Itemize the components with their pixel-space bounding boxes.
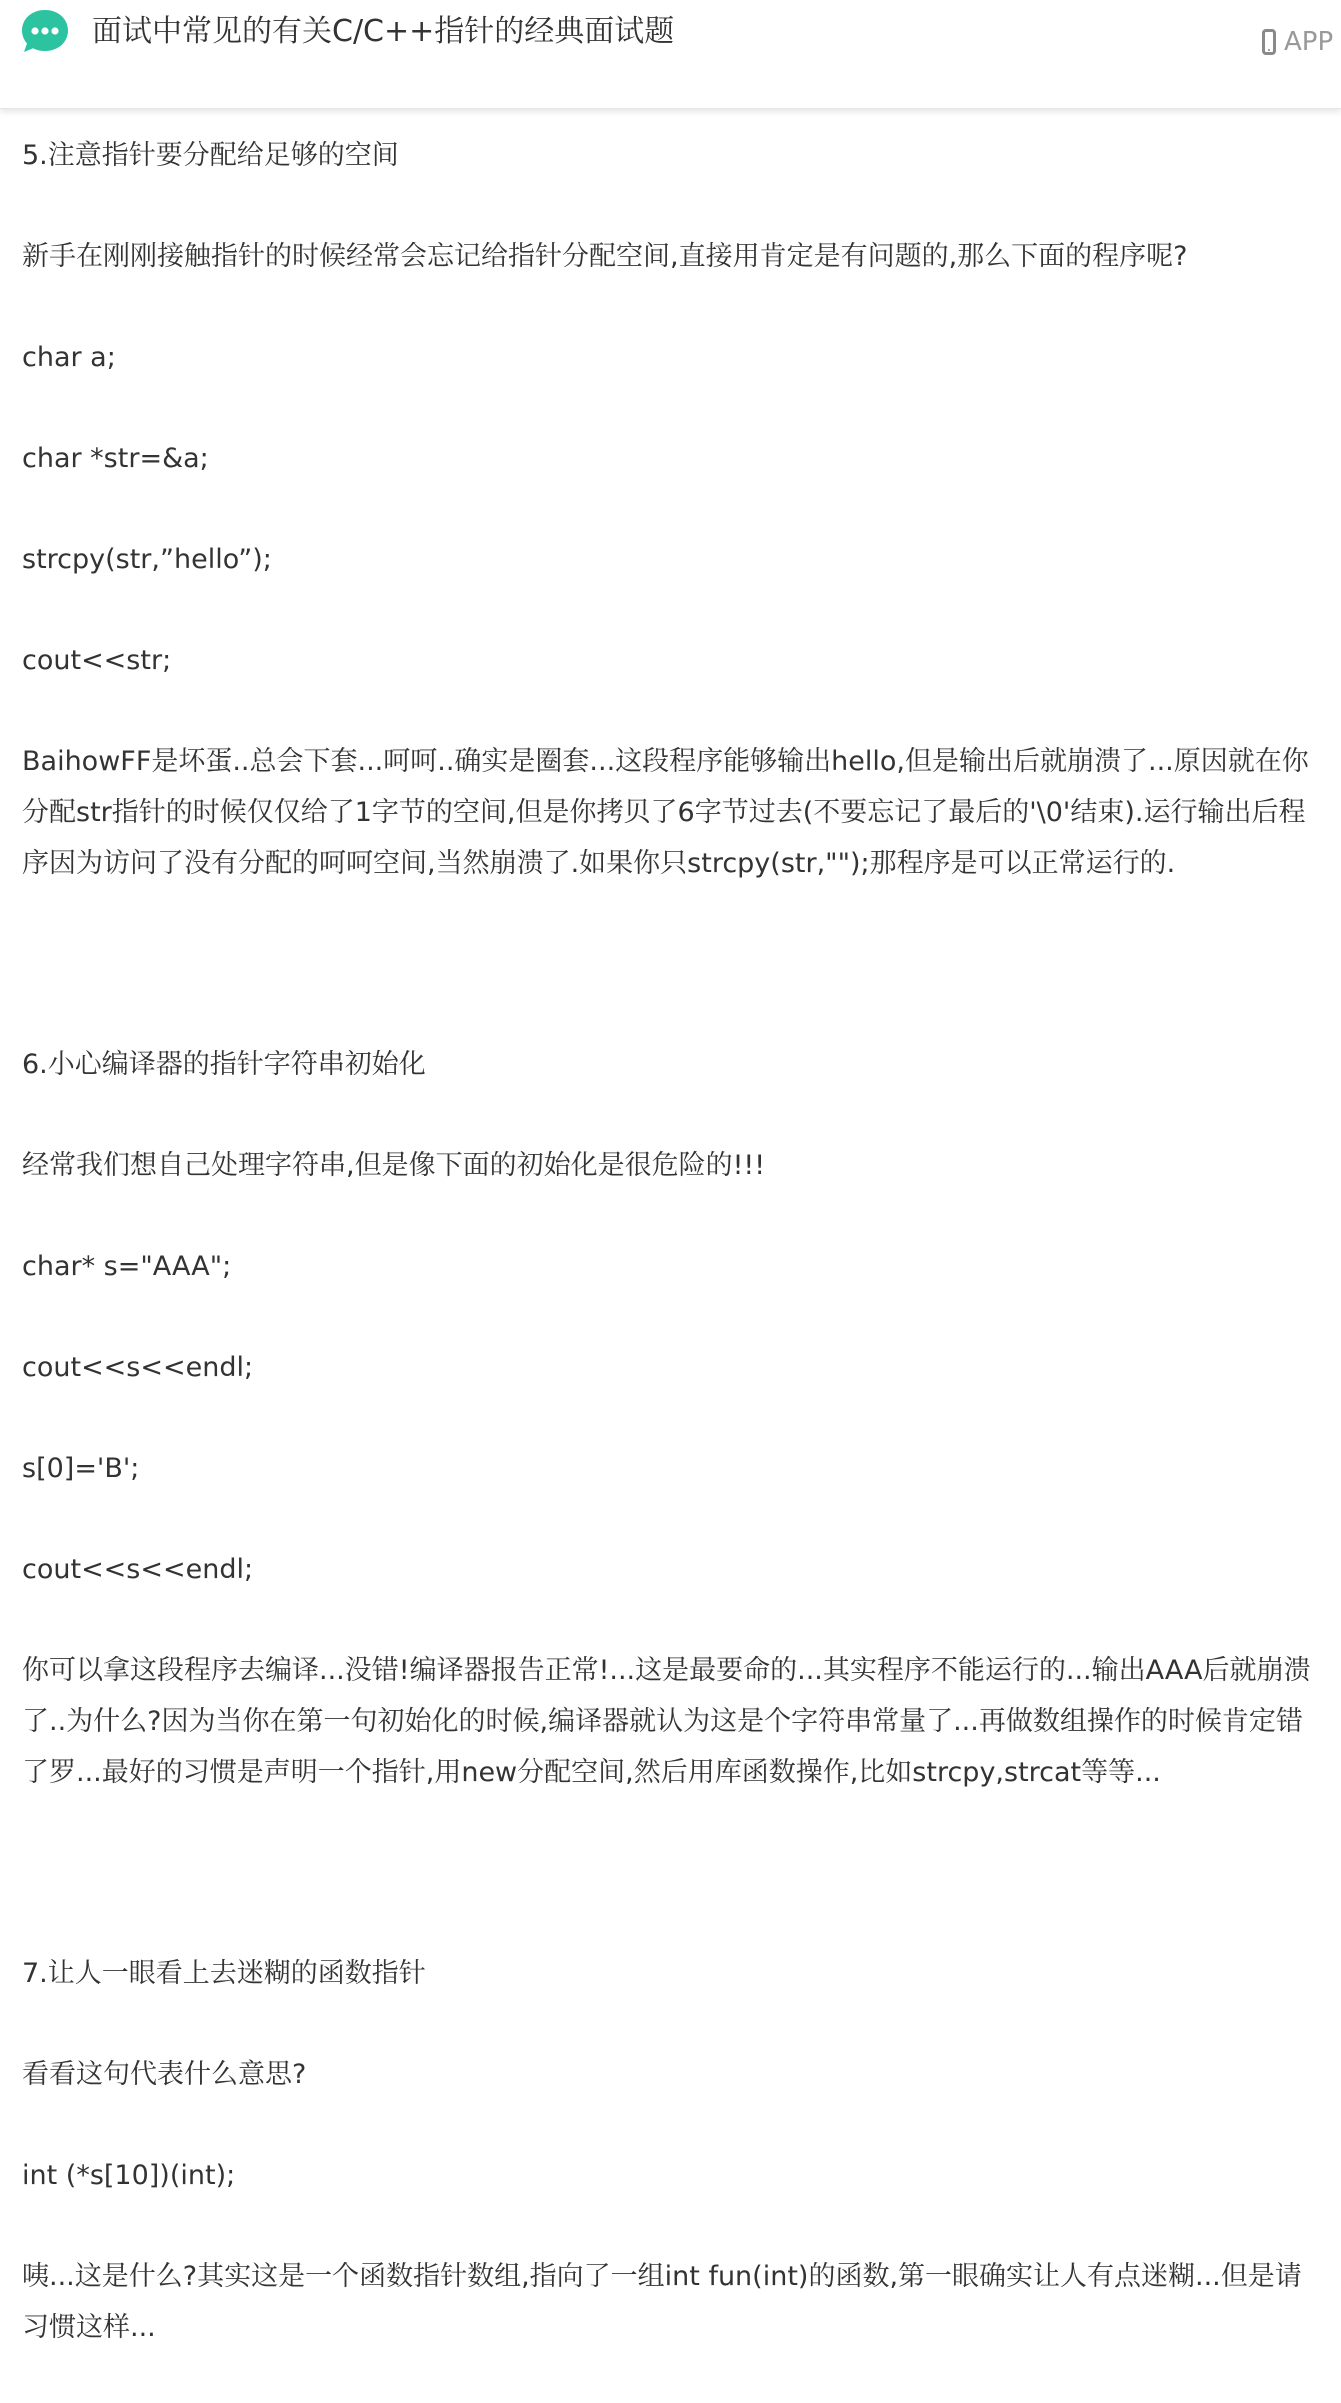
code-line: cout<<s<<endl; bbox=[22, 1352, 254, 1383]
phone-icon bbox=[1262, 29, 1276, 55]
section-6-explanation: 你可以拿这段程序去编译...没错!编译器报告正常!...这是最要命的...其实程序不能运行的...输出AAA后就崩溃了..为什么?因为当你在第一句初始化的时候,编译器就认为这是个字符串常量了...再做数组操作的时候肯定错了罗...最好的习惯是声明一个指针,用new分配空间,然后用库函数操作,比如strcpy,strcat等等... bbox=[22, 1655, 1311, 1788]
section-7-intro: 看看这句代表什么意思? bbox=[22, 2059, 307, 2090]
top-header bbox=[0, 0, 1341, 109]
section-5-heading: 5.注意指针要分配给足够的空间 bbox=[22, 140, 399, 171]
code-line: char a; bbox=[22, 342, 116, 373]
section-6-intro: 经常我们想自己处理字符串,但是像下面的初始化是很危险的!!! bbox=[22, 1150, 766, 1181]
section-7-heading: 7.让人一眼看上去迷糊的函数指针 bbox=[22, 1958, 426, 1989]
section-6-heading: 6.小心编译器的指针字符串初始化 bbox=[22, 1049, 426, 1080]
code-line: strcpy(str,”hello”); bbox=[22, 544, 272, 575]
code-line: char* s="AAA"; bbox=[22, 1251, 232, 1282]
section-7-explanation: 咦...这是什么?其实这是一个函数指针数组,指向了一组int fun(int)的函数,第一眼确实让人有点迷糊...但是请习惯这样... bbox=[22, 2261, 1302, 2343]
code-line: s[0]='B'; bbox=[22, 1453, 140, 1484]
page-title: 面试中常见的有关C/C++指针的经典面试题 bbox=[92, 14, 675, 49]
code-line: cout<<str; bbox=[22, 645, 172, 676]
code-line: char *str=&a; bbox=[22, 443, 209, 474]
chat-bubble-icon[interactable] bbox=[20, 8, 70, 56]
section-5-explanation: BaihowFF是坏蛋..总会下套...呵呵..确实是圈套...这段程序能够输出hello,但是输出后就崩溃了...原因就在你分配str指针的时候仅仅给了1字节的空间,但是你拷贝了6字节过去(不要忘记了最后的'\0'结束).运行输出后程序因为访问了没有分配的呵呵空间,当然崩溃了.如果你只strcpy(str,"");那程序是可以正常运行的. bbox=[22, 746, 1309, 879]
code-line: int (*s[10])(int); bbox=[22, 2160, 236, 2191]
app-download-link[interactable] bbox=[1262, 24, 1333, 60]
section-5-intro: 新手在刚刚接触指针的时候经常会忘记给指针分配空间,直接用肯定是有问题的,那么下面的程序呢? bbox=[22, 241, 1188, 272]
app-label: APP bbox=[1284, 27, 1334, 57]
article-body bbox=[22, 130, 1322, 2353]
code-line: cout<<s<<endl; bbox=[22, 1554, 254, 1585]
